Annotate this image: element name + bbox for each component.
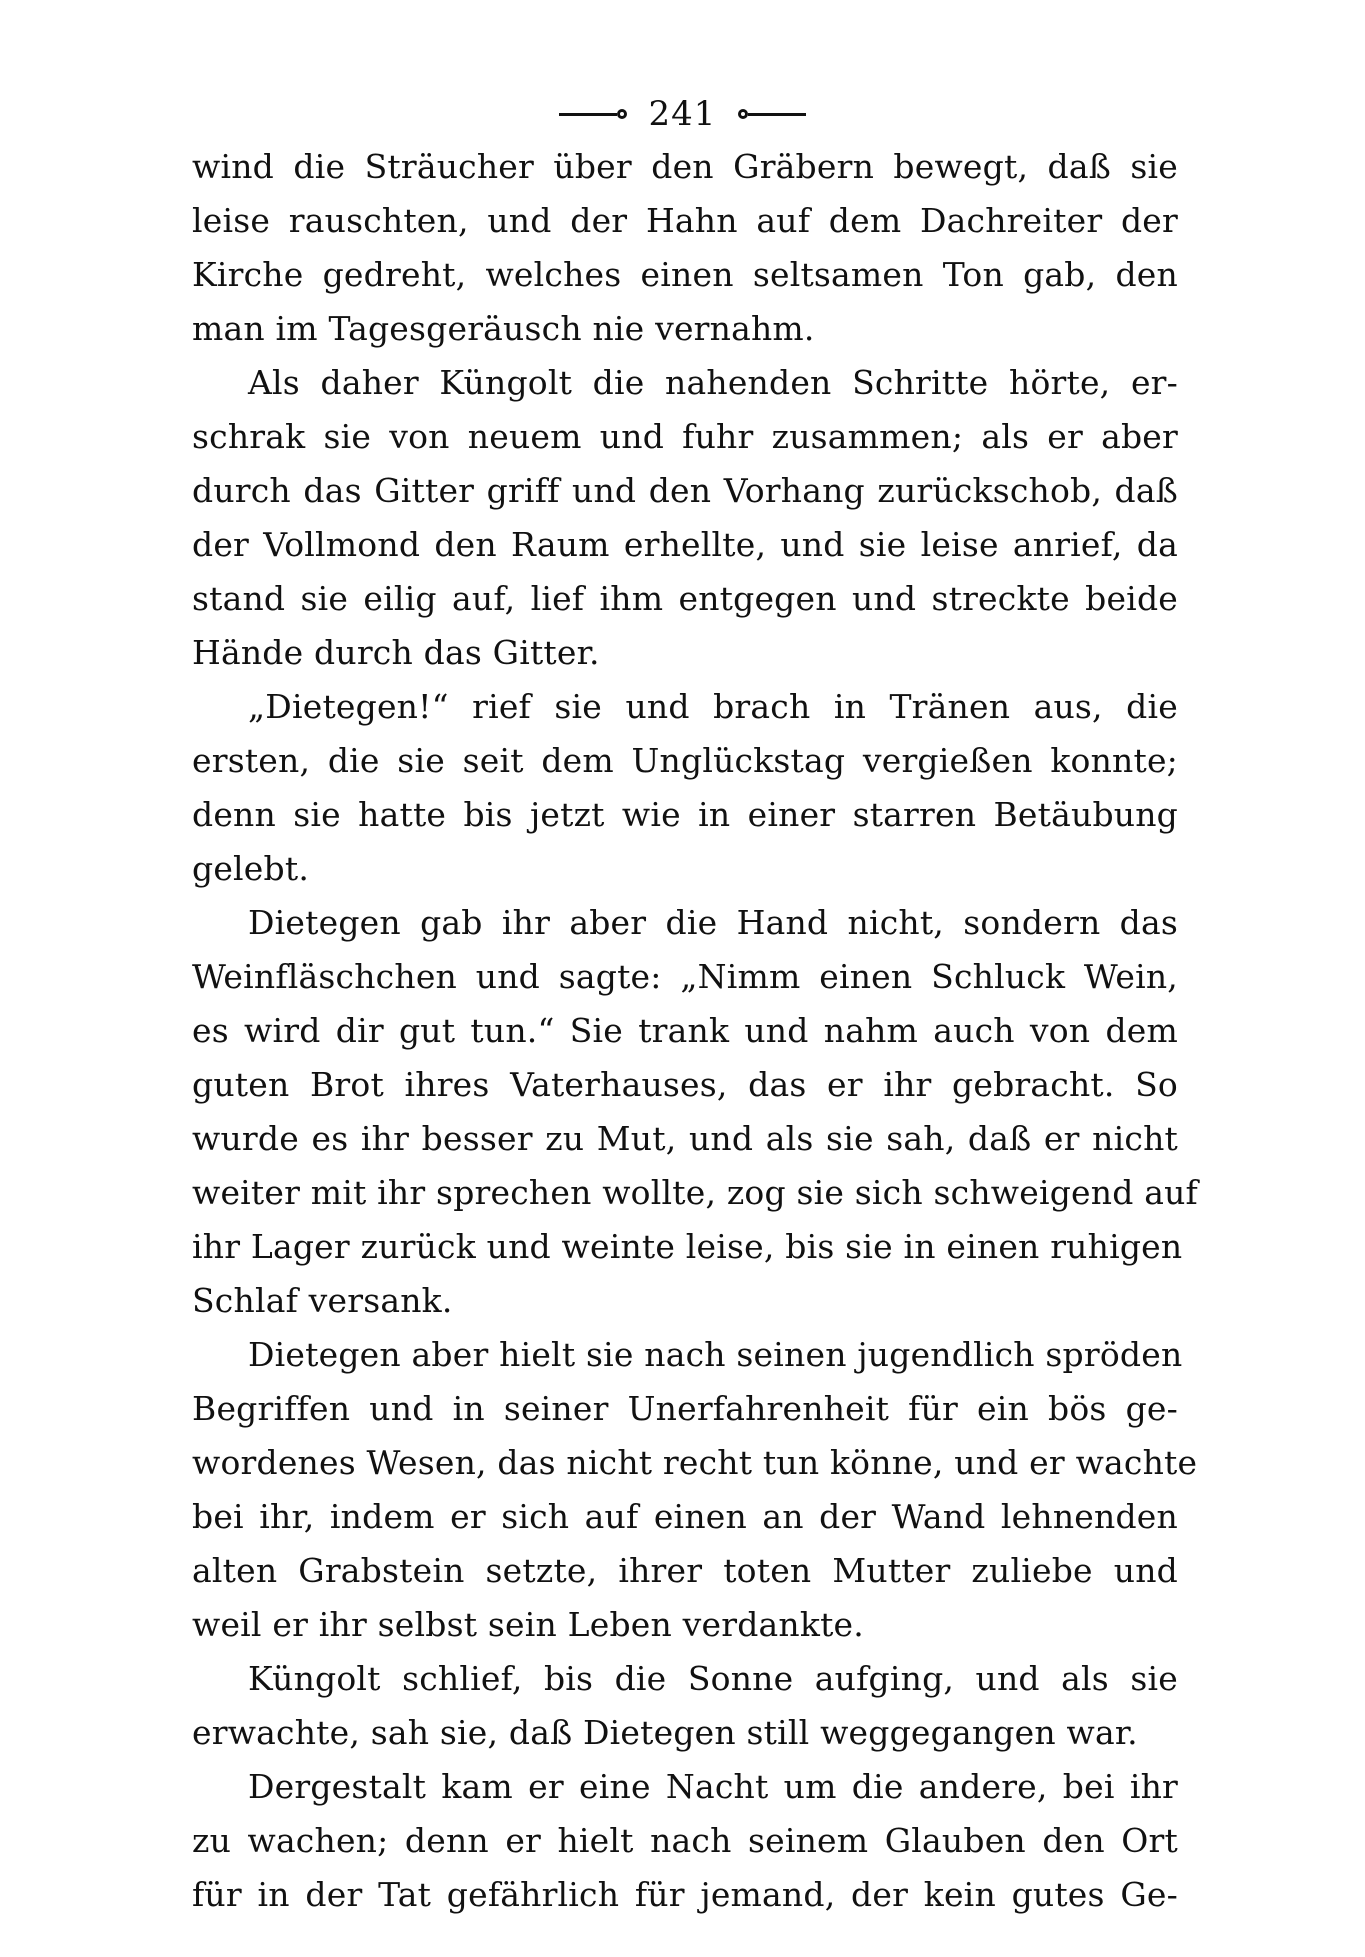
text-line: Als daher Küngolt die nahenden Schritte hörte, er- — [248, 363, 1178, 402]
text-line: erwachte, sah sie, daß Dietegen still weggegangen war. — [192, 1713, 1138, 1752]
text-line: Dietegen gab ihr aber die Hand nicht, sondern das — [248, 903, 1178, 942]
paragraph-5 — [192, 1328, 1198, 1652]
text-line: wind die Sträucher über den Gräbern bewegt, daß sie — [192, 147, 1178, 186]
text-line: Dergestalt kam er eine Nacht um die andere, bei ihr — [248, 1767, 1178, 1806]
text-line: weiter mit ihr sprechen wollte, zog sie sich schweigend auf — [192, 1173, 1198, 1212]
right-ornament-icon — [738, 109, 806, 119]
text-line: Weinfläschchen und sagte: „Nimm einen Schluck Wein, — [192, 957, 1178, 996]
text-line: zu wachen; denn er hielt nach seinem Glauben den Ort — [192, 1821, 1178, 1860]
text-line: schrak sie von neuem und fuhr zusammen; als er aber — [192, 417, 1178, 456]
text-line: der Vollmond den Raum erhellte, und sie leise anrief, da — [192, 525, 1178, 564]
text-line: man im Tagesgeräusch nie vernahm. — [192, 309, 815, 348]
text-line: ersten, die sie seit dem Unglückstag vergießen konnte; — [192, 741, 1178, 780]
text-line: Dietegen aber hielt sie nach seinen jugendlich spröden — [248, 1335, 1183, 1374]
text-line: für in der Tat gefährlich für jemand, der kein gutes Ge- — [192, 1875, 1178, 1914]
body-text — [192, 140, 1198, 1922]
text-line: Küngolt schlief, bis die Sonne aufging, und als sie — [248, 1659, 1178, 1698]
paragraph-3 — [192, 680, 1178, 896]
paragraph-7 — [192, 1760, 1178, 1922]
page-header — [0, 92, 1365, 136]
text-line: „Dietegen!“ rief sie und brach in Tränen aus, die — [248, 687, 1178, 726]
text-line: Begriffen und in seiner Unerfahrenheit für ein bös ge- — [192, 1389, 1178, 1428]
text-line: alten Grabstein setzte, ihrer toten Mutter zuliebe und — [192, 1551, 1178, 1590]
text-line: durch das Gitter griff und den Vorhang zurückschob, daß — [192, 471, 1178, 510]
text-line: es wird dir gut tun.“ Sie trank und nahm auch von dem — [192, 1011, 1178, 1050]
left-ornament-icon — [559, 109, 627, 119]
text-line: ihr Lager zurück und weinte leise, bis sie in einen ruhigen — [192, 1227, 1183, 1266]
paragraph-4 — [192, 896, 1198, 1328]
text-line: leise rauschten, und der Hahn auf dem Dachreiter der — [192, 201, 1178, 240]
paragraph-1 — [192, 140, 1178, 356]
paragraph-2 — [192, 356, 1178, 680]
text-line: wurde es ihr besser zu Mut, und als sie sah, daß er nicht — [192, 1119, 1178, 1158]
text-line: guten Brot ihres Vaterhauses, das er ihr gebracht. So — [192, 1065, 1178, 1104]
paragraph-6 — [192, 1652, 1178, 1760]
text-line: stand sie eilig auf, lief ihm entgegen und streckte beide — [192, 579, 1178, 618]
text-line: denn sie hatte bis jetzt wie in einer starren Betäubung — [192, 795, 1178, 834]
text-line: Kirche gedreht, welches einen seltsamen Ton gab, den — [192, 255, 1178, 294]
text-line: gelebt. — [192, 849, 310, 888]
text-line: weil er ihr selbst sein Leben verdankte. — [192, 1605, 864, 1644]
text-line: Hände durch das Gitter. — [192, 633, 600, 672]
text-line: bei ihr, indem er sich auf einen an der Wand lehnenden — [192, 1497, 1178, 1536]
text-line: wordenes Wesen, das nicht recht tun könne, und er wachte — [192, 1443, 1198, 1482]
text-line: Schlaf versank. — [192, 1281, 453, 1320]
page-number: 241 — [648, 94, 717, 134]
